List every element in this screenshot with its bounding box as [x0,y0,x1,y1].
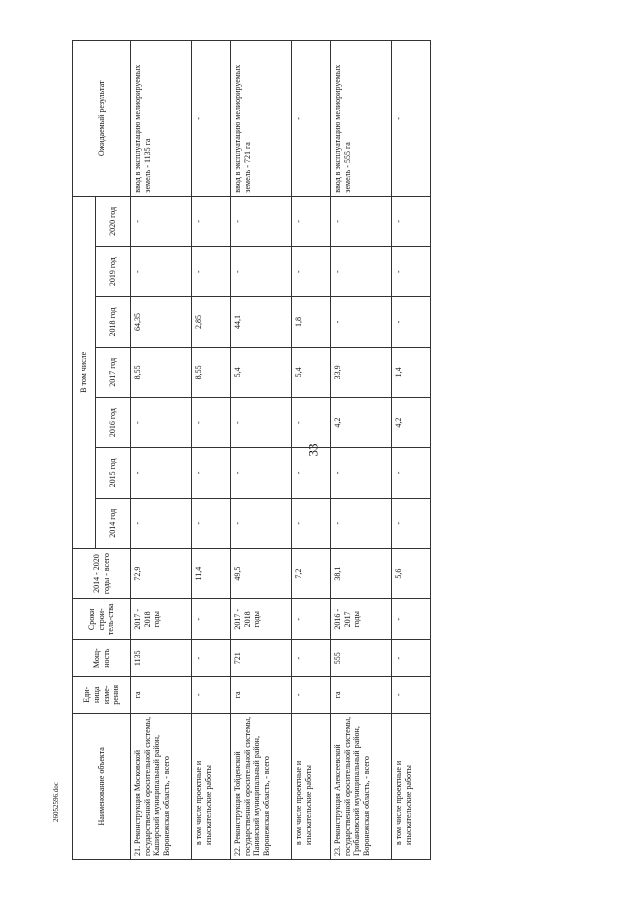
unit-cell: - [292,677,331,714]
year-value-cell: - [392,196,431,246]
objects-table [72,40,431,860]
result-cell: ввод в эксплуатацию мелиорируемых земель - 1135 га [131,41,192,197]
object-name-cell [192,713,231,859]
document-code: 26052596.doc [52,782,60,822]
terms-cell: 2016 - 2017 годы [331,599,392,640]
header-year: 2015 год [96,448,131,498]
year-value-cell: - [392,247,431,297]
year-value-cell: - [192,498,231,548]
total-cell: 7,2 [292,548,331,598]
table-row [131,41,192,860]
result-cell: - [392,41,431,197]
year-value-cell: - [292,397,331,447]
year-value-cell: - [392,448,431,498]
header-total: 2014 - 2020 годы - всего [73,548,131,598]
header-year: 2016 год [96,397,131,447]
result-cell: ввод в эксплуатацию мелиорируемых земель - 555 га [331,41,392,197]
row-number: 22. [233,846,242,856]
page-number: 33 [305,443,321,457]
header-unit: Еди-ница изме-рения [73,677,131,714]
year-value-cell: - [192,196,231,246]
header-result: Ожидаемый результат [73,41,131,197]
capacity-cell: 1135 [131,640,192,677]
terms-cell: 2017 - 2018 годы [231,599,292,640]
year-value-cell: - [392,498,431,548]
year-value-cell: - [231,397,292,447]
object-name-cell [392,713,431,859]
year-value-cell: - [192,247,231,297]
year-value-cell: - [331,498,392,548]
year-value-cell: 2,85 [192,297,231,347]
object-name: в том числе проектные и изыскательские работы [394,760,413,845]
year-value-cell: 4,2 [331,397,392,447]
header-capacity: Мощ-ность [73,640,131,677]
year-value-cell: - [392,297,431,347]
table-row [192,41,231,860]
year-value-cell: - [231,247,292,297]
header-year: 2017 год [96,347,131,397]
year-value-cell: 4,2 [392,397,431,447]
header-year: 2018 год [96,297,131,347]
unit-cell: - [192,677,231,714]
year-value-cell: - [231,448,292,498]
year-value-cell: - [131,247,192,297]
object-name-cell [231,713,292,859]
year-value-cell: - [331,448,392,498]
year-value-cell: - [292,247,331,297]
header-terms: Сроки строи-тель-ства [73,599,131,640]
object-name-cell [131,713,192,859]
capacity-cell: 721 [231,640,292,677]
unit-cell: га [231,677,292,714]
object-name: Реконструкция Тойденской государственной оросительной системы, Панинский муниципальный район, Воронежская область, - всего [233,716,271,856]
year-value-cell: 64,35 [131,297,192,347]
capacity-cell: - [292,640,331,677]
year-value-cell: - [131,448,192,498]
capacity-cell: - [192,640,231,677]
table-row [231,41,292,860]
total-cell: 11,4 [192,548,231,598]
header-year: 2014 год [96,498,131,548]
year-value-cell: 5,4 [292,347,331,397]
table-row [292,41,331,860]
total-cell: 49,5 [231,548,292,598]
year-value-cell: 44,1 [231,297,292,347]
year-value-cell: - [131,397,192,447]
table-container [72,40,572,860]
total-cell: 72,9 [131,548,192,598]
header-year: 2020 год [96,196,131,246]
year-value-cell: - [331,297,392,347]
result-cell: ввод в эксплуатацию мелиорируемых земель - 721 га [231,41,292,197]
year-value-cell: 5,4 [231,347,292,397]
year-value-cell: 1,8 [292,297,331,347]
header-name: Наименование объекта [73,713,131,859]
year-value-cell: - [292,498,331,548]
terms-cell: - [192,599,231,640]
capacity-cell: - [392,640,431,677]
total-cell: 38,1 [331,548,392,598]
terms-cell: 2017 - 2018 годы [131,599,192,640]
result-cell: - [292,41,331,197]
table-row [331,41,392,860]
row-number: 21. [133,846,142,856]
year-value-cell: - [231,196,292,246]
year-value-cell: - [292,196,331,246]
object-name: в том числе проектные и изыскательские работы [194,760,213,845]
capacity-cell: 555 [331,640,392,677]
year-value-cell: - [331,247,392,297]
year-value-cell: 1,4 [392,347,431,397]
year-value-cell: - [231,498,292,548]
header-year: 2019 год [96,247,131,297]
year-value-cell: 8,55 [131,347,192,397]
header-in-that: В том числе [73,196,96,548]
result-cell: - [192,41,231,197]
year-value-cell: - [192,397,231,447]
year-value-cell: - [192,448,231,498]
object-name: Реконструкция Алексеевской государственной оросительной системы, Грибановский муниципальный район, Воронежская область, - всего [333,716,371,856]
table-row [392,41,431,860]
year-value-cell: - [331,196,392,246]
year-value-cell: 33,9 [331,347,392,397]
object-name: в том числе проектные и изыскательские работы [294,760,313,845]
year-value-cell: - [131,196,192,246]
year-value-cell: 8,55 [192,347,231,397]
terms-cell: - [392,599,431,640]
year-value-cell: - [131,498,192,548]
terms-cell: - [292,599,331,640]
object-name-cell [292,713,331,859]
row-number: 23. [333,846,342,856]
unit-cell: - [392,677,431,714]
table-body [131,41,431,860]
unit-cell: га [131,677,192,714]
unit-cell: га [331,677,392,714]
year-value-cell: - [292,448,331,498]
total-cell: 5,6 [392,548,431,598]
object-name: Реконструкция Московской государственной оросительной системы, Каширский муниципальный район, Воронежская область, - всего [133,716,171,856]
object-name-cell [331,713,392,859]
